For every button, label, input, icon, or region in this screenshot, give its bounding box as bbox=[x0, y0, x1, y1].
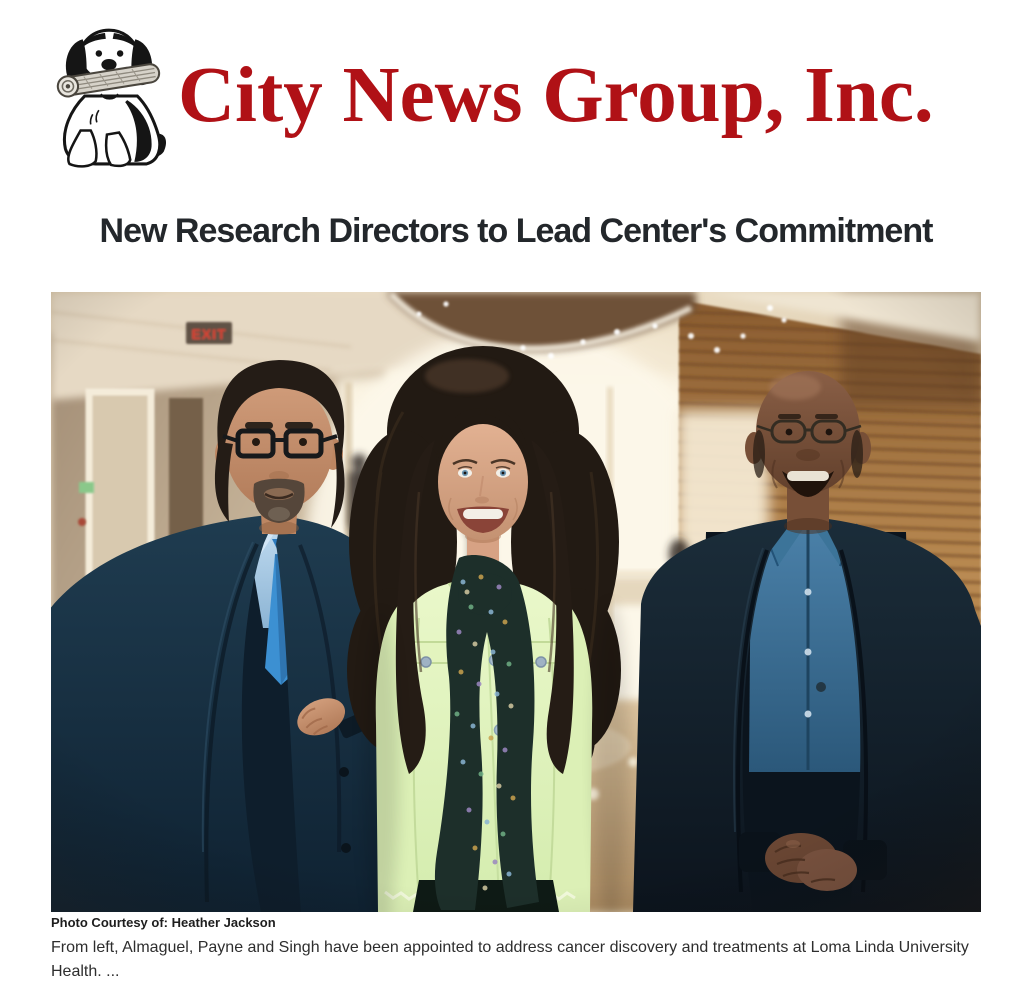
photo-vignette bbox=[51, 292, 981, 912]
site-header bbox=[0, 0, 1032, 176]
photo-credit: Photo Courtesy of: Heather Jackson bbox=[51, 915, 276, 931]
dog-with-newspaper-icon bbox=[50, 17, 172, 174]
article-headline: New Research Directors to Lead Center's Commitment bbox=[99, 212, 933, 250]
photo-caption: From left, Almaguel, Payne and Singh have been appointed to address cancer discovery and treatments at Loma Linda University Health. ... bbox=[51, 938, 969, 980]
article-photo bbox=[51, 292, 981, 912]
photo-scene bbox=[51, 292, 981, 912]
site-logo-text[interactable]: City News Group, Inc. bbox=[178, 51, 934, 139]
